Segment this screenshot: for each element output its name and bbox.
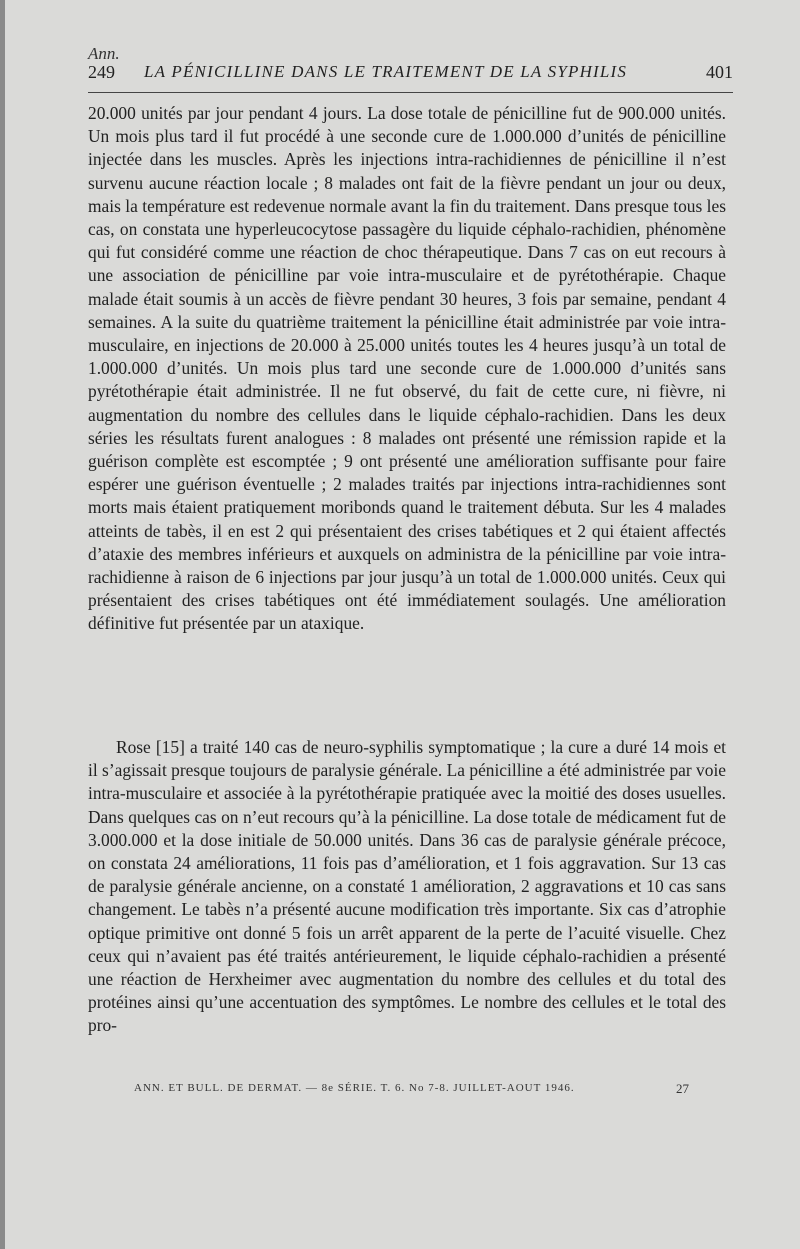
footer-citation: ANN. ET BULL. DE DERMAT. — 8e SÉRIE. T. 6. No 7-8. JUILLET-AOUT 1946. <box>134 1082 575 1094</box>
book-spine-edge <box>0 0 5 1249</box>
page-number-left: 249 <box>88 62 115 82</box>
body-paragraph-1: 20.000 unités par jour pendant 4 jours. La dose totale de pénicilline fut de 900.000 unités. Un mois plus tard il fut procédé à une seconde cure de 1.000.000 d’unités de pénicilline injectée dans les muscles. Après les injections intra-rachidiennes de pénicilline il n’est survenu aucune réaction locale ; 8 malades ont fait de la fièvre pendant un jour ou deux, mais la température est redevenue normale avant la fin du traitement. Dans presque tous les cas, on constata une hyperleucocytose passagère du liquide céphalo-rachidien, phénomène qui fut considéré comme une réaction de choc thérapeutique. Dans 7 cas on eut recours à une association de pénicilline par voie intra-musculaire et de pyrétothérapie. Chaque malade était soumis à un accès de fièvre pendant 30 heures, 3 fois par semaine, pendant 4 semaines. A la suite du quatrième traitement la pénicilline était administrée par voie intra-musculaire, en injections de 20.000 à 25.000 unités toutes les 4 heures jusqu’à un total de 1.000.000 d’unités. Un mois plus tard une seconde cure de 1.000.000 d’unités sans pyrétothérapie était administrée. Il ne fut observé, du fait de cette cure, ni fièvre, ni augmentation du nombre des cellules dans le liquide céphalo-rachidien. Dans les deux séries les résultats furent analogues : 8 malades ont présenté une rémission rapide et la guérison complète est escomptée ; 9 ont présenté une amélioration suffisante pour faire espérer une guérison éventuelle ; 2 malades traités par injections intra-rachidiennes sont morts mais étaient pratiquement moribonds quand le traitement débuta. Sur les 4 malades atteints de tabès, il en est 2 qui présentaient des crises tabétiques et 2 qui étaient affectés d’ataxie des membres inférieurs et auxquels on administra de la pénicilline par voie intra-rachidienne à raison de 6 injections par jour jusqu’à un total de 1.000.000 unités. Ceux qui présentaient des crises tabétiques ont été immédiatement soulagés. Une amélioration définitive fut présentée par un ataxique. <box>88 103 726 634</box>
header-rule <box>88 92 733 93</box>
footer-number: 27 <box>676 1081 689 1096</box>
body-paragraph-2: Rose [15] a traité 140 cas de neuro-syphilis symptomatique ; la cure a duré 14 mois et il s’agissait presque toujours de paralysie générale. La pénicilline a été administrée par voie intra-musculaire et associée à la pyrétothérapie pratiquée avec la moitié des doses usuelles. Dans quelques cas on n’eut recours qu’à la pénicilline. La dose totale de médicament fut de 3.000.000 et la dose initiale de 50.000 unités. Dans 36 cas de paralysie générale précoce, on constata 24 améliorations, 11 fois pas d’amélioration, et 1 fois aggravation. Sur 13 cas de paralysie générale ancienne, on a constaté 1 amélioration, 2 aggravations et 10 cas sans changement. Le tabès n’a présenté aucune modification très importante. Six cas d’atrophie optique primitive ont donné 5 fois un arrêt apparent de la perte de l’acuité visuelle. Chez ceux qui n’avaient pas été traités antérieurement, le liquide céphalo-rachidien a présenté une réaction de Herxheimer avec augmentation du nombre des cellules et du total des protéines ainsi qu’une accentuation des symptômes. Le nombre des cellules et le total des pro- <box>88 737 726 1036</box>
running-title: LA PÉNICILLINE DANS LE TRAITEMENT DE LA SYPHILIS <box>144 62 628 81</box>
journal-abbreviation: Ann. <box>88 44 120 63</box>
page-number-right: 401 <box>706 62 733 82</box>
running-header <box>88 62 733 86</box>
